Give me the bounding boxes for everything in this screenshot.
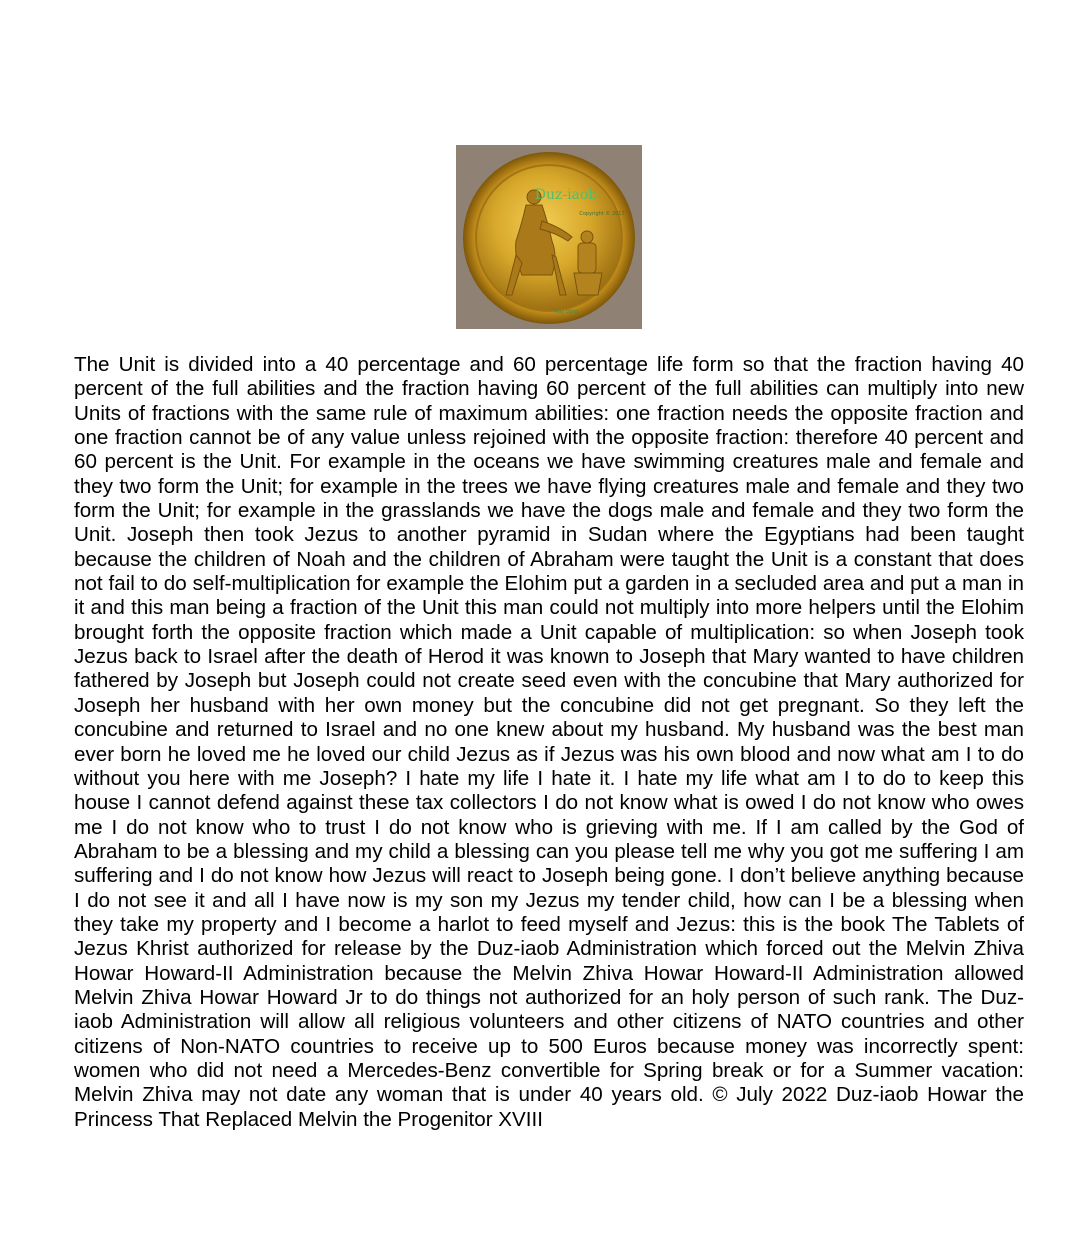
document-body: The Unit is divided into a 40 percentage and 60 percentage life form so that the fraction having 40 percent of the full abilities and the fraction having 60 percent of the full abilities can multiply into new Units of fractions with the same rule of maximum abilities: one fraction needs the opposite fraction and one fraction cannot be of any value unless rejoined with the opposite fraction: therefore 40 percent and 60 percent is the Unit. For example in the oceans we have swimming creatures male and female and they two form the Unit; for example in the trees we have flying creatures male and female and they two form the Unit; for example in the grasslands we have the dogs male and female and they two form the Unit. Joseph then took Jezus to another pyramid in Sudan where the Egyptians had been taught because the children of Noah and the children of Abraham were taught the Unit is a constant that does not fail to do self-multiplication for example the Elohim put a garden in a secluded area and put a man in it and this man being a fraction of the Unit this man could not multiply into more helpers until the Elohim brought forth the opposite fraction which made a Unit capable of multiplication: so when Joseph took Jezus back to Israel after the death of Herod it was known to Joseph that Mary wanted to have children fathered by Joseph but Joseph could not create seed even with the concubine that Mary authorized for Joseph her husband with her own money but the concubine did not get pregnant. So they left the concubine and returned to Israel and no one knew about my husband. My husband was the best man ever born he loved me he loved our child Jezus as if Jezus was his own blood and now what am I to do without you here with me Joseph? I hate my life I hate it. I hate my life what am I to do to keep this house I cannot defend against these tax collectors I do not know what is owed I do not know who owes me I do not know who to trust I do not know who is grieving with me. If I am called by the God of Abraham to be a blessing and my child a blessing can you please tell me why you got me suffering I am suffering and I do not know how Jezus will react to Joseph being gone. I don’t believe anything because I do not see it and all I have now is my son my Jezus my tender child, how can I be a blessing when they take my property and I become a harlot to feed myself and Jezus: this is the book The Tablets of Jezus Khrist authorized for release by the Duz-iaob Administration which forced out the Melvin Zhiva Howar Howard-II Administration because the Melvin Zhiva Howar Howard-II Administration allowed Melvin Zhiva Howar Howard Jr to do things not authorized for an holy person of such rank. The Duz-iaob Administration will allow all religious volunteers and other citizens of NATO countries and other citizens of Non-NATO countries to receive up to 500 Euros because money was incorrectly spent: women who did not need a Mercedes-Benz convertible for Spring break or for a Summer vacation: Melvin Zhiva may not date any woman that is under 40 years old. © July 2022 Duz-iaob Howar the Princess That Replaced Melvin the Progenitor XVIII — [74, 353, 1024, 1131]
coin-copyright: Copyright © 2017 — [579, 211, 625, 217]
coin-watermark: Duz-iaob — [534, 187, 598, 203]
coin-date: May 02nd — [553, 309, 579, 315]
gold-coin-icon — [456, 145, 642, 329]
coin-image — [456, 145, 642, 329]
